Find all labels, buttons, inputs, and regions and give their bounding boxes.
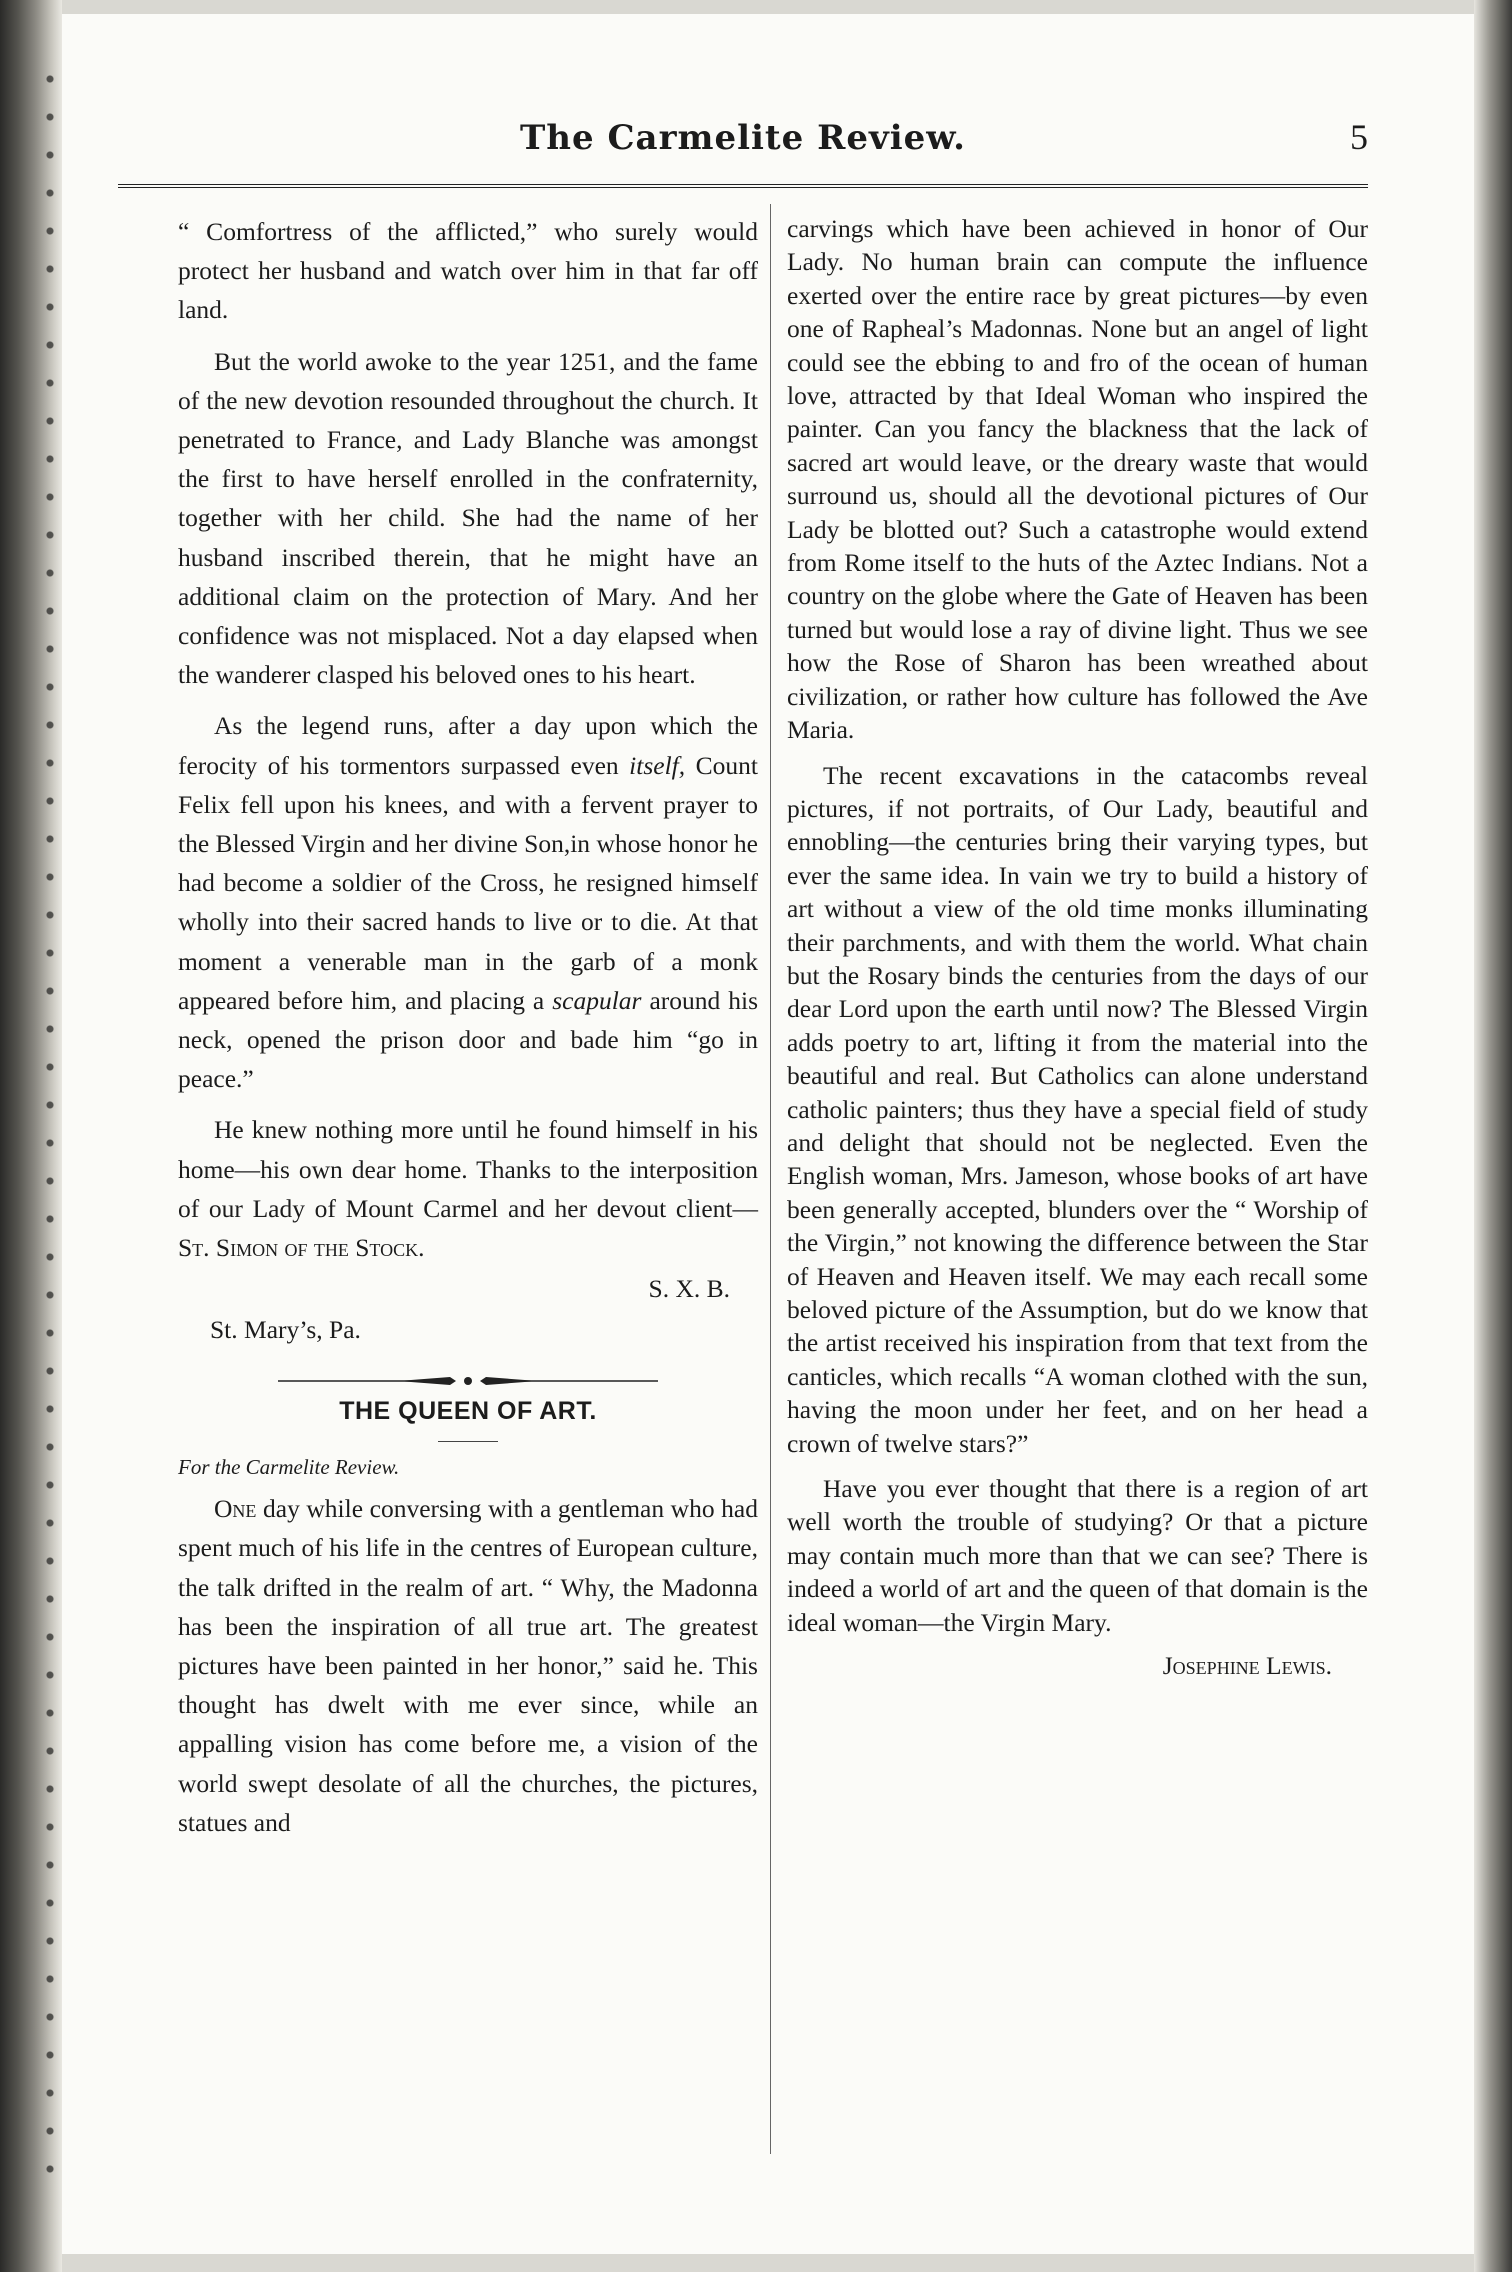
ornament-divider <box>178 1362 758 1382</box>
place-line: St. Mary’s, Pa. <box>210 1315 361 1345</box>
running-header <box>118 108 1368 168</box>
text-run: As the legend runs, after a day upon which the ferocity of his tormentors surpassed even <box>178 711 758 780</box>
text-run: day while conversing with a gentleman who had spent much of his life in the centres of European culture, the talk drifted in the realm of art. “ Why, the Madonna has been the inspiration of all true art. The greatest pictures have been painted in her honor,” said he. This thought has dwelt with me ever since, while an appalling vision has come before me, a vision of the world swept desolate of all the churches, the pictures, statues and <box>178 1494 758 1837</box>
right-column <box>787 212 1368 1682</box>
text-run: Count Felix fell upon his knees, and with a fervent prayer to the Blessed Virgin and her divine Son,in whose honor he had become a soldier of the Cross, he resigned himself wholly into their sacred hands to live or to die. At that moment a venerable man in the garb of a monk appeared before him, and placing a <box>178 750 759 1015</box>
article-title: THE QUEEN OF ART. <box>339 1396 597 1425</box>
paragraph: carvings which have been achieved in honor of Our Lady. No human brain can compute the influence exerted over the entire race by great pictures—by even one of Rapheal’s Madonnas. None but an angel of light could see the ebbing to and fro of the ocean of human love, attracted by that Ideal Woman who inspired the painter. Can you fancy the blackness that the lack of sacred art would leave, or the dreary waste that would surround us, should all the devotional pictures of Our Lady be blotted out? Such a catastrophe would extend from Rome itself to the huts of the Aztec Indians. Not a country on the globe where the Gate of Heaven has been turned but would lose a ray of divine light. Thus we see how the Rose of Sharon has been wreathed about civilization, or rather how culture has followed the Ave Maria. <box>787 214 1368 745</box>
paragraph: But the world awoke to the year 1251, and the fame of the new devotion resounded throughout the church. It penetrated to France, and Lady Blanche was amongst the first to have herself enrolled in the confraternity, together with her child. She had the name of her husband inscribed therein, that he might have an additional claim on the protection of Mary. And her confidence was not misplaced. Not a day elapsed when the wanderer clasped his beloved ones to his heart. <box>178 346 758 690</box>
column-divider <box>770 204 771 2154</box>
short-rule <box>438 1441 498 1442</box>
saint-name: St. Simon of the Stock. <box>178 1233 425 1263</box>
header-rule <box>118 184 1368 188</box>
paragraph: The recent excavations in the catacombs reveal pictures, if not portraits, of Our Lady, beautiful and ennobling—the centuries bring their varying types, but ever the same idea. In vain we try to build a history of art without a view of the old time monks illuminating their parchments, and with them the world. What chain but the Rosary binds the centuries from the days of our dear Lord upon the earth until now? The Blessed Virgin adds poetry to art, lifting it from the material into the beautiful and real. But Catholics can alone understand catholic painters; thus they have a special field of study and delight that should not be neglected. Even the English woman, Mrs. Jameson, whose books of art have been generally accepted, blunders over the “ Worship of the Virgin,” not knowing the difference between the Star of Heaven and Heaven itself. We may each recall some beloved picture of the Assumption, but do we know that the artist received his inspiration from that text from the canticles, which recalls “A woman clothed with the sun, having the moon under her feet, and on her head a crown of twelve stars?” <box>787 760 1368 1458</box>
signature: Josephine Lewis. <box>1162 1651 1332 1681</box>
byline: For the Carmelite Review. <box>178 1454 400 1479</box>
left-column <box>178 212 758 1842</box>
binding-holes <box>42 60 58 2180</box>
paragraph <box>178 1489 758 1842</box>
page-edge-shadow <box>1474 0 1512 2272</box>
text-run: around his neck, opened the prison door and bade him “go in peace.” <box>178 985 758 1094</box>
signature: S. X. B. <box>648 1274 730 1304</box>
paragraph <box>178 706 758 1098</box>
paragraph: “ Comfortress of the afflicted,” who surely would protect her husband and watch over him in that far off land. <box>178 217 758 325</box>
lead-word: One <box>214 1494 257 1524</box>
ornament-rule-icon <box>278 1372 658 1390</box>
paragraph: Have you ever thought that there is a region of art well worth the trouble of studying? Or that a picture may contain much more than that we can see? There is indeed a world of art and the queen of that domain is the ideal woman—the Virgin Mary. <box>787 1474 1368 1637</box>
italic-text: scapular <box>552 985 642 1015</box>
running-title: The Carmelite Review. <box>520 118 966 158</box>
text-run: He knew nothing more until he found himself in his home—his own dear home. Thanks to the interposition of our Lady of Mount Carmel and her devout client— <box>178 1115 758 1223</box>
paragraph <box>178 1110 758 1267</box>
page-number: 5 <box>1350 117 1368 157</box>
italic-text: itself, <box>629 750 686 780</box>
